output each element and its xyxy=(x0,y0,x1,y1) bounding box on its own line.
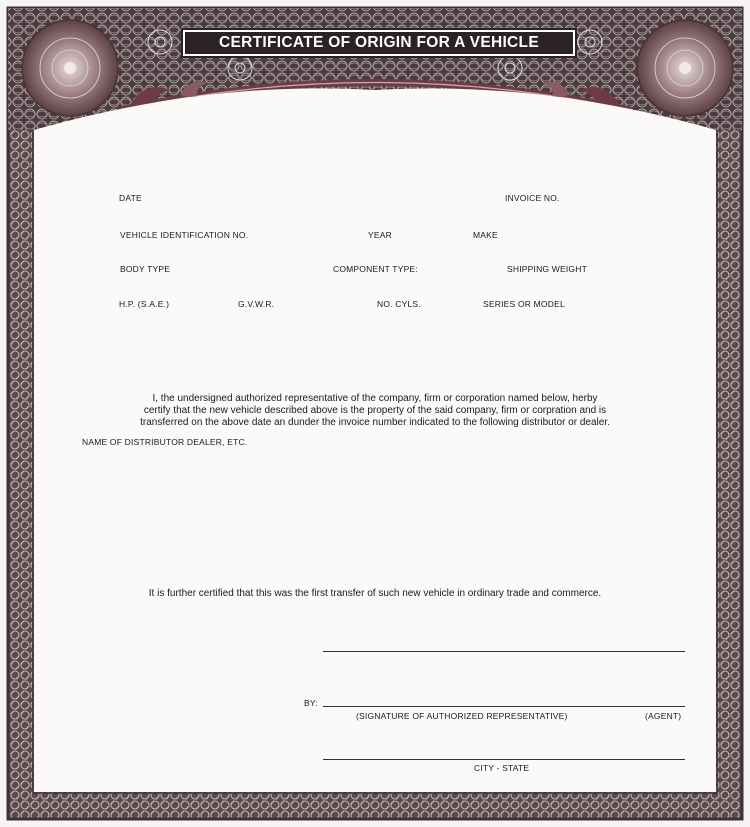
further-certified-text: It is further certified that this was the first transfer of such new vehicle in ordinary trade and commerce. xyxy=(148,588,602,599)
vin-label: VEHICLE IDENTIFICATION NO. xyxy=(120,230,249,240)
company-name-line xyxy=(323,651,685,652)
statement-line-2: certify that the new vehicle described above is the property of the said company, firm or corpration and is xyxy=(143,405,607,416)
statement-line-3: transferred on the above date an dunder the invoice number indicated to the following distributor or dealer. xyxy=(140,417,610,428)
invoice-no-label: INVOICE NO. xyxy=(505,193,560,203)
signature-line xyxy=(323,706,685,707)
hp-label: H.P. (S.A.E.) xyxy=(119,299,170,309)
distributor-label: NAME OF DISTRIBUTOR DEALER, ETC. xyxy=(82,437,248,447)
component-type-label: COMPONENT TYPE: xyxy=(333,264,418,274)
statement-line-1: I, the undersigned authorized representative of the company, firm or corporation named below, herby xyxy=(152,393,598,404)
by-label: BY: xyxy=(304,698,318,708)
no-cyls-label: NO. CYLS. xyxy=(377,299,421,309)
make-label: MAKE xyxy=(473,230,498,240)
year-label: YEAR xyxy=(368,230,392,240)
body-type-label: BODY TYPE xyxy=(120,264,171,274)
gvwr-label: G.V.W.R. xyxy=(238,299,275,309)
shipping-weight-label: SHIPPING WEIGHT xyxy=(507,264,587,274)
city-state-label: CITY - STATE xyxy=(474,763,530,773)
agent-label: (AGENT) xyxy=(645,711,682,721)
city-state-line xyxy=(323,759,685,760)
signature-label: (SIGNATURE OF AUTHORIZED REPRESENTATIVE) xyxy=(356,711,568,721)
series-model-label: SERIES OR MODEL xyxy=(483,299,565,309)
certificate-title: CERTIFICATE OF ORIGIN FOR A VEHICLE xyxy=(183,30,575,56)
date-label: DATE xyxy=(119,193,142,203)
